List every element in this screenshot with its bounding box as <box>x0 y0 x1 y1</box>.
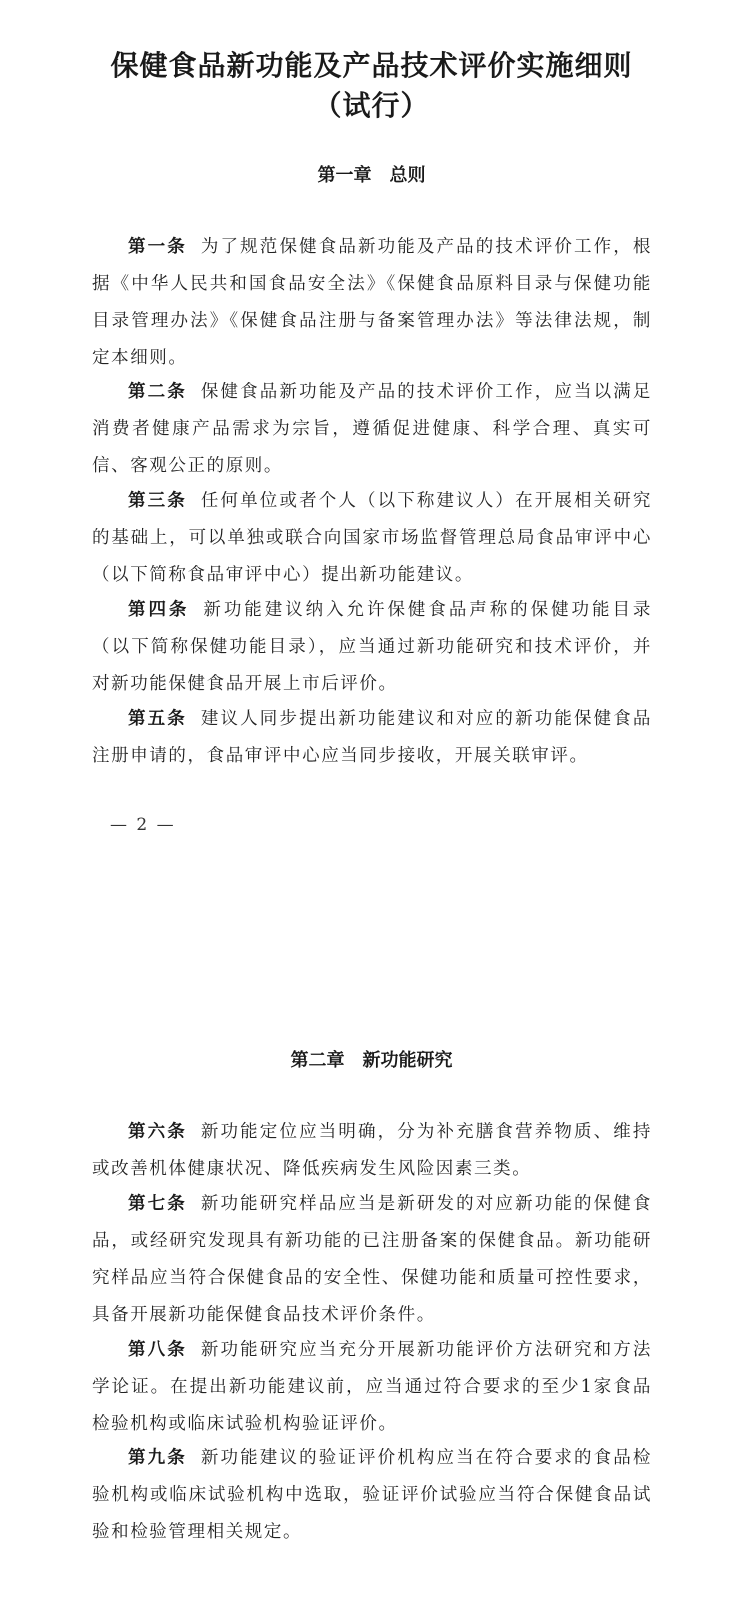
article-2-text: 保健食品新功能及产品的技术评价工作，应当以满足消费者健康产品需求为宗旨，遵循促进健康、科学合理、真实可信、客观公正的原则。 <box>92 382 652 476</box>
article-6-text: 新功能定位应当明确，分为补充膳食营养物质、维持或改善机体健康状况、降低疾病发生风险因素三类。 <box>92 1122 652 1179</box>
chapter-2-label: 第二章 <box>290 1050 345 1071</box>
article-8 <box>92 1332 652 1443</box>
article-4-text: 新功能建议纳入允许保健食品声称的保健功能目录（以下简称保健功能目录），应当通过新功能研究和技术评价，并对新功能保健食品开展上市后评价。 <box>92 600 652 694</box>
article-4-label: 第四条 <box>128 600 190 620</box>
chapter-1-label: 第一章 <box>317 165 372 186</box>
page-number: — 2 — <box>110 815 176 835</box>
article-9-label: 第九条 <box>128 1448 187 1468</box>
article-3-label: 第三条 <box>128 491 187 511</box>
chapter-1-name: 总则 <box>389 165 426 186</box>
article-6 <box>92 1114 652 1188</box>
article-5-label: 第五条 <box>128 709 187 729</box>
chapter-2-heading <box>0 1046 743 1072</box>
article-4 <box>92 592 652 703</box>
article-2 <box>92 374 652 485</box>
article-6-label: 第六条 <box>128 1122 187 1142</box>
article-1 <box>92 229 652 377</box>
article-9 <box>92 1440 652 1551</box>
article-8-text: 新功能研究应当充分开展新功能评价方法研究和方法学论证。在提出新功能建议前，应当通过符合要求的至少1家食品检验机构或临床试验机构验证评价。 <box>92 1340 652 1434</box>
article-7-label: 第七条 <box>128 1194 187 1214</box>
article-7-text: 新功能研究样品应当是新研发的对应新功能的保健食品，或经研究发现具有新功能的已注册备案的保健食品。新功能研究样品应当符合保健食品的安全性、保健功能和质量可控性要求，具备开展新功能保健食品技术评价条件。 <box>92 1194 652 1325</box>
article-1-label: 第一条 <box>128 237 187 257</box>
article-1-text: 为了规范保健食品新功能及产品的技术评价工作，根据《中华人民共和国食品安全法》《保健食品原料目录与保健功能目录管理办法》《保健食品注册与备案管理办法》等法律法规，制定本细则。 <box>92 237 652 368</box>
article-3-text: 任何单位或者个人（以下称建议人）在开展相关研究的基础上，可以单独或联合向国家市场监督管理总局食品审评中心（以下简称食品审评中心）提出新功能建议。 <box>92 491 652 585</box>
document-subtitle: （试行） <box>313 89 430 122</box>
article-8-label: 第八条 <box>128 1340 187 1360</box>
article-2-label: 第二条 <box>128 382 187 402</box>
document-title: 保健食品新功能及产品技术评价实施细则 <box>110 49 633 82</box>
article-5-text: 建议人同步提出新功能建议和对应的新功能保健食品注册申请的，食品审评中心应当同步接收，开展关联审评。 <box>92 709 652 766</box>
article-5 <box>92 701 652 775</box>
article-3 <box>92 483 652 594</box>
chapter-1-heading <box>0 161 743 187</box>
article-7 <box>92 1186 652 1334</box>
article-9-text: 新功能建议的验证评价机构应当在符合要求的食品检验机构或临床试验机构中选取，验证评价试验应当符合保健食品试验和检验管理相关规定。 <box>92 1448 652 1542</box>
chapter-2-name: 新功能研究 <box>362 1050 453 1071</box>
